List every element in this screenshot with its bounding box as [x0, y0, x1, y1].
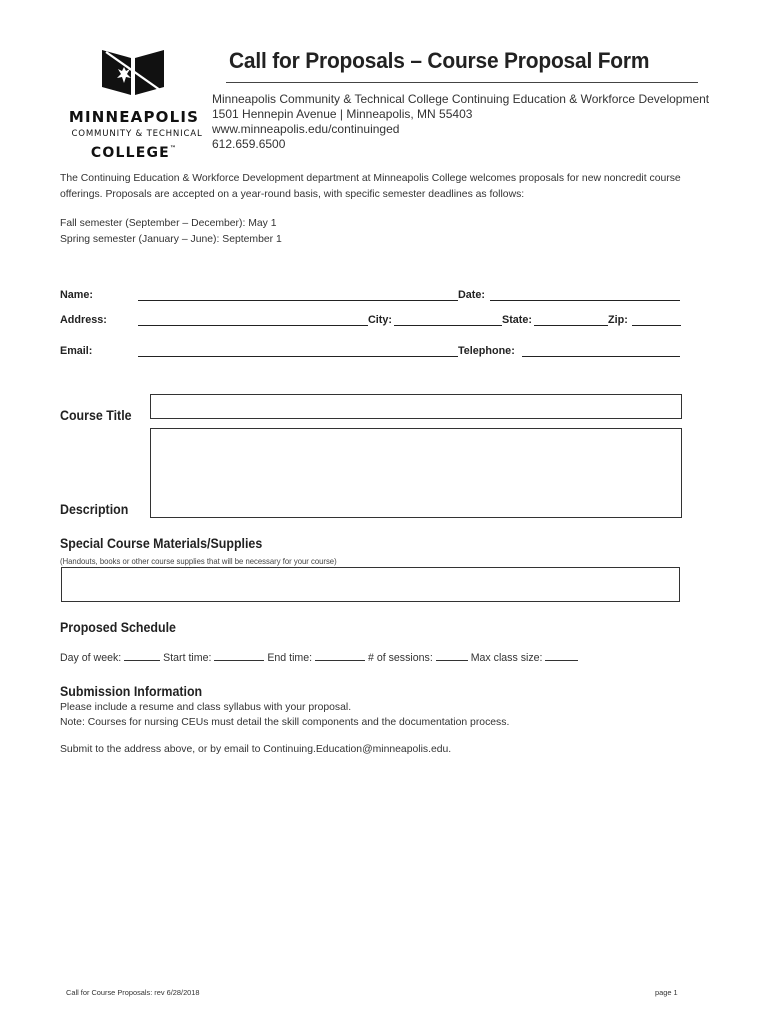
- start-time-label: Start time:: [163, 652, 212, 664]
- city-field[interactable]: [394, 315, 502, 326]
- sessions-label: # of sessions:: [368, 652, 433, 664]
- footer-page-number: page 1: [655, 988, 678, 997]
- description-input[interactable]: [150, 428, 682, 518]
- date-label: Date:: [458, 289, 485, 301]
- address-field[interactable]: [138, 315, 368, 326]
- contact-block: [212, 92, 709, 152]
- page-title: Call for Proposals – Course Proposal Form: [229, 48, 650, 73]
- deadline-spring: Spring semester (January – June): September 1: [60, 234, 282, 245]
- state-label: State:: [502, 314, 532, 326]
- logo-text-minneapolis: MINNEAPOLIS: [68, 108, 200, 126]
- end-time-field[interactable]: [315, 651, 365, 661]
- email-field[interactable]: [138, 346, 458, 357]
- day-of-week-label: Day of week:: [60, 652, 122, 664]
- telephone-field[interactable]: [522, 346, 680, 357]
- schedule-heading: Proposed Schedule: [60, 620, 176, 635]
- college-logo: [62, 44, 222, 162]
- course-title-label: Course Title: [60, 408, 132, 423]
- contact-phone: 612.659.6500: [212, 137, 286, 151]
- contact-department: Minneapolis Community & Technical College Continuing Education & Workforce Development: [212, 92, 710, 106]
- submission-line-nursing: Note: Courses for nursing CEUs must detail the skill components and the documentation process.: [60, 717, 510, 728]
- telephone-label: Telephone:: [458, 345, 515, 357]
- college-emblem-icon: [100, 44, 166, 96]
- email-label: Email:: [60, 345, 93, 357]
- materials-heading: Special Course Materials/Supplies: [60, 536, 263, 551]
- materials-note: (Handouts, books or other course supplies that will be necessary for your course): [60, 556, 337, 566]
- name-field[interactable]: [138, 290, 458, 301]
- logo-text-community-technical: COMMUNITY & TECHNICAL: [71, 129, 203, 139]
- footer-revision: Call for Course Proposals: rev 6/28/2018: [66, 988, 200, 997]
- sessions-field[interactable]: [436, 651, 468, 661]
- address-label: Address:: [60, 314, 107, 326]
- contact-address: 1501 Hennepin Avenue | Minneapolis, MN 55403: [212, 107, 473, 121]
- submission-line-resume: Please include a resume and class syllabus with your proposal.: [60, 702, 352, 713]
- max-class-size-label: Max class size:: [470, 652, 543, 664]
- end-time-label: End time:: [267, 652, 313, 664]
- schedule-row: [60, 651, 578, 664]
- materials-input[interactable]: [61, 567, 680, 602]
- course-title-input[interactable]: [150, 394, 682, 419]
- title-divider: [226, 82, 698, 83]
- deadlines: [60, 216, 282, 248]
- name-label: Name:: [60, 289, 94, 301]
- logo-text-college: COLLEGE™: [90, 145, 178, 161]
- city-label: City:: [368, 314, 392, 326]
- start-time-field[interactable]: [214, 651, 264, 661]
- zip-label: Zip:: [608, 314, 628, 326]
- max-class-size-field[interactable]: [545, 651, 578, 661]
- date-field[interactable]: [490, 290, 680, 301]
- submission-heading: Submission Information: [60, 684, 203, 699]
- contact-website: www.minneapolis.edu/continuinged: [212, 122, 400, 136]
- description-label: Description: [60, 502, 129, 517]
- intro-paragraph: The Continuing Education & Workforce Development department at Minneapolis College welcomes proposals for new noncredit course offerings. Proposals are accepted on a year-round basis, with specific semester deadlines as follows:: [60, 173, 681, 200]
- deadline-fall: Fall semester (September – December): May 1: [60, 218, 277, 229]
- state-field[interactable]: [534, 315, 608, 326]
- day-of-week-field[interactable]: [124, 651, 160, 661]
- zip-field[interactable]: [632, 315, 681, 326]
- submission-line-email: Submit to the address above, or by email to Continuing.Education@minneapolis.edu.: [60, 744, 452, 755]
